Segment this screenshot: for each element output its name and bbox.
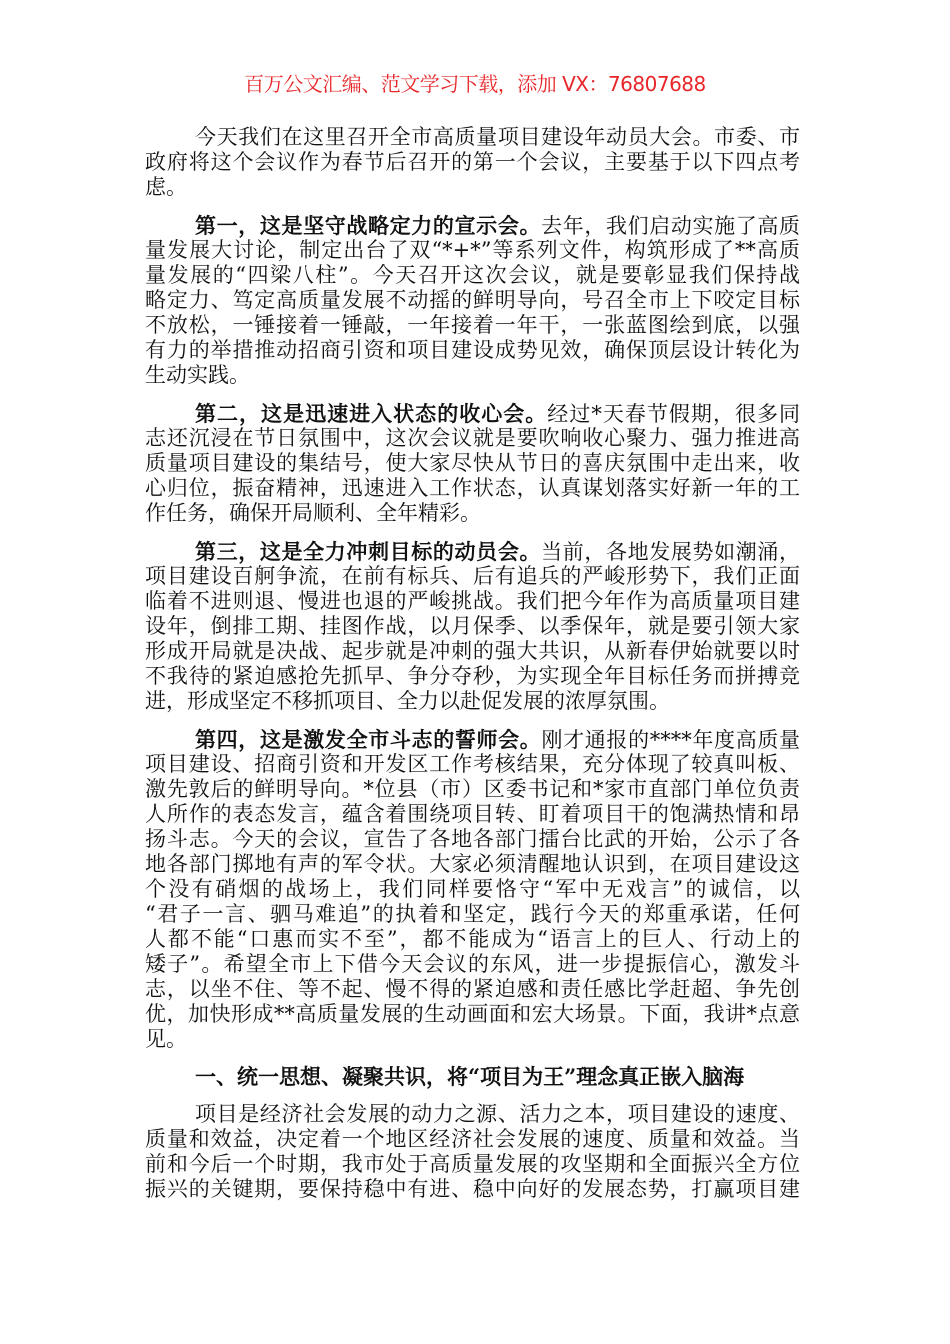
line-text: 量发展大讨论，制定出台了双“*+*”等系列文件，构筑形成了**高质 <box>145 238 800 262</box>
line-text: 扬斗志。今天的会议，宣告了各地各部门擂台比武的开始，公示了各 <box>145 827 800 851</box>
watermark-banner: 百万公文汇编、范文学习下载，添加 VX：76807688 <box>244 72 706 96</box>
text-line <box>145 338 800 363</box>
text-line <box>145 313 800 338</box>
text-line <box>145 952 800 977</box>
line-text: 激先敦后的鲜明导向。*位县（市）区委书记和*家市直部门单位负责 <box>145 777 800 801</box>
text-line <box>145 727 800 752</box>
section-heading: 一、统一思想、凝聚共识，将“项目为王”理念真正嵌入脑海 <box>195 1064 745 1089</box>
text-line <box>145 852 800 877</box>
line-text: 振兴的关键期，要保持稳中有进、稳中向好的发展态势，打赢项目建 <box>145 1177 800 1201</box>
line-text: 经过*天春节假期，很多同 <box>547 402 800 426</box>
line-text: 志还沉浸在节日氛围中，这次会议就是要吹响收心聚力、强力推进高 <box>145 426 800 450</box>
paragraph <box>145 213 800 388</box>
line-text: 前和今后一个时期，我市处于高质量发展的攻坚期和全面振兴全方位 <box>145 1152 800 1176</box>
document-body <box>145 125 800 1202</box>
text-line <box>145 802 800 827</box>
text-line <box>145 451 800 476</box>
line-text: 人都不能“口惠而实不至”，都不能成为“语言上的巨人、行动上的 <box>145 927 800 951</box>
line-text: “君子一言、驷马难追”的执着和坚定，践行今天的郑重承诺，任何 <box>145 902 800 926</box>
text-line <box>145 125 800 150</box>
paragraph-lead: 第四，这是激发全市斗志的誓师会。 <box>195 727 542 752</box>
text-line <box>145 664 800 689</box>
text-line <box>145 1027 800 1052</box>
paragraph <box>145 401 800 526</box>
text-line <box>145 689 800 714</box>
paragraph <box>145 1102 800 1202</box>
line-text: 项目是经济社会发展的动力之源、活力之本，项目建设的速度、 <box>195 1102 800 1126</box>
line-text: 见。 <box>145 1027 187 1051</box>
text-line <box>145 1127 800 1152</box>
line-text: 个没有硝烟的战场上，我们同样要恪守“军中无戏言”的诚信，以 <box>145 877 800 901</box>
text-line <box>145 501 800 526</box>
text-line <box>145 238 800 263</box>
line-text: 作任务，确保开局顺利、全年精彩。 <box>145 501 481 525</box>
text-line <box>145 539 800 564</box>
paragraph <box>145 727 800 1052</box>
text-line <box>145 902 800 927</box>
line-text: 优，加快形成**高质量发展的生动画面和宏大场景。下面，我讲*点意 <box>145 1002 800 1026</box>
text-line <box>145 1102 800 1127</box>
text-line <box>145 288 800 313</box>
text-line <box>145 777 800 802</box>
line-text: 临着不进则退、慢进也退的严峻挑战。我们把今年作为高质量项目建 <box>145 589 800 613</box>
text-line <box>145 1002 800 1027</box>
paragraph-lead: 第二，这是迅速进入状态的收心会。 <box>195 401 548 426</box>
text-line <box>145 752 800 777</box>
text-line <box>145 426 800 451</box>
text-line <box>145 150 800 175</box>
line-text: 项目建设、招商引资和开发区工作考核结果，充分体现了较真叫板、 <box>145 752 800 776</box>
text-line <box>145 401 800 426</box>
line-text: 虑。 <box>145 175 187 199</box>
line-text: 地各部门掷地有声的军令状。大家必须清醒地认识到，在项目建设这 <box>145 852 800 876</box>
text-line <box>145 263 800 288</box>
line-text: 生动实践。 <box>145 363 250 387</box>
line-text: 形成开局就是决战、起步就是冲刺的强大共识，从新春伊始就要以时 <box>145 639 800 663</box>
line-text: 人所作的表态发言，蕴含着围绕项目转、盯着项目干的饱满热情和昂 <box>145 802 800 826</box>
text-line <box>145 589 800 614</box>
text-line <box>145 639 800 664</box>
text-line <box>145 476 800 501</box>
text-line <box>145 363 800 388</box>
line-text: 有力的举措推动招商引资和项目建设成势见效，确保顶层设计转化为 <box>145 338 800 362</box>
line-text: 不我待的紧迫感抢先抓早、争分夺秒，为实现全年目标任务而拼搏竞 <box>145 664 800 688</box>
line-text: 心归位，振奋精神，迅速进入工作状态，认真谋划落实好新一年的工 <box>145 476 800 500</box>
text-line <box>145 977 800 1002</box>
text-line <box>145 927 800 952</box>
line-text: 刚才通报的****年度高质量 <box>541 728 801 752</box>
text-line <box>145 827 800 852</box>
text-line <box>145 614 800 639</box>
line-text: 矮子”。希望全市上下借今天会议的东风，进一步提振信心，激发斗 <box>145 952 800 976</box>
paragraph-lead: 第三，这是全力冲刺目标的动员会。 <box>195 539 542 564</box>
line-text: 设年，倒排工期、挂图作战，以月保季、以季保年，就是要引领大家 <box>145 614 800 638</box>
line-text: 质量项目建设的集结号，使大家尽快从节日的喜庆氛围中走出来，收 <box>145 451 800 475</box>
line-text: 志，以坐不住、等不起、慢不得的紧迫感和责任感比学赶超、争先创 <box>145 977 800 1001</box>
paragraph-lead: 第一，这是坚守战略定力的宣示会。 <box>195 213 542 238</box>
line-text: 当前，各地发展势如潮涌， <box>541 540 801 564</box>
text-line <box>145 1152 800 1177</box>
line-text: 量发展的“四梁八柱”。今天召开这次会议，就是要彰显我们保持战 <box>145 263 800 287</box>
line-text: 政府将这个会议作为春节后召开的第一个会议，主要基于以下四点考 <box>145 150 800 174</box>
line-text: 不放松，一锤接着一锤敲，一年接着一年干，一张蓝图绘到底，以强 <box>145 313 800 337</box>
text-line <box>145 175 800 200</box>
text-line <box>145 877 800 902</box>
paragraph <box>145 125 800 200</box>
text-line <box>145 1177 800 1202</box>
line-text: 进，形成坚定不移抓项目、全力以赴促发展的浓厚氛围。 <box>145 689 670 713</box>
line-text: 去年，我们启动实施了高质 <box>541 214 801 238</box>
paragraph <box>145 539 800 714</box>
line-text: 项目建设百舸争流，在前有标兵、后有追兵的严峻形势下，我们正面 <box>145 564 800 588</box>
text-line <box>145 564 800 589</box>
line-text: 今天我们在这里召开全市高质量项目建设年动员大会。市委、市 <box>195 125 800 149</box>
text-line <box>145 213 800 238</box>
line-text: 略定力、笃定高质量发展不动摇的鲜明导向，号召全市上下咬定目标 <box>145 288 800 312</box>
line-text: 质量和效益，决定着一个地区经济社会发展的速度、质量和效益。当 <box>145 1127 800 1151</box>
